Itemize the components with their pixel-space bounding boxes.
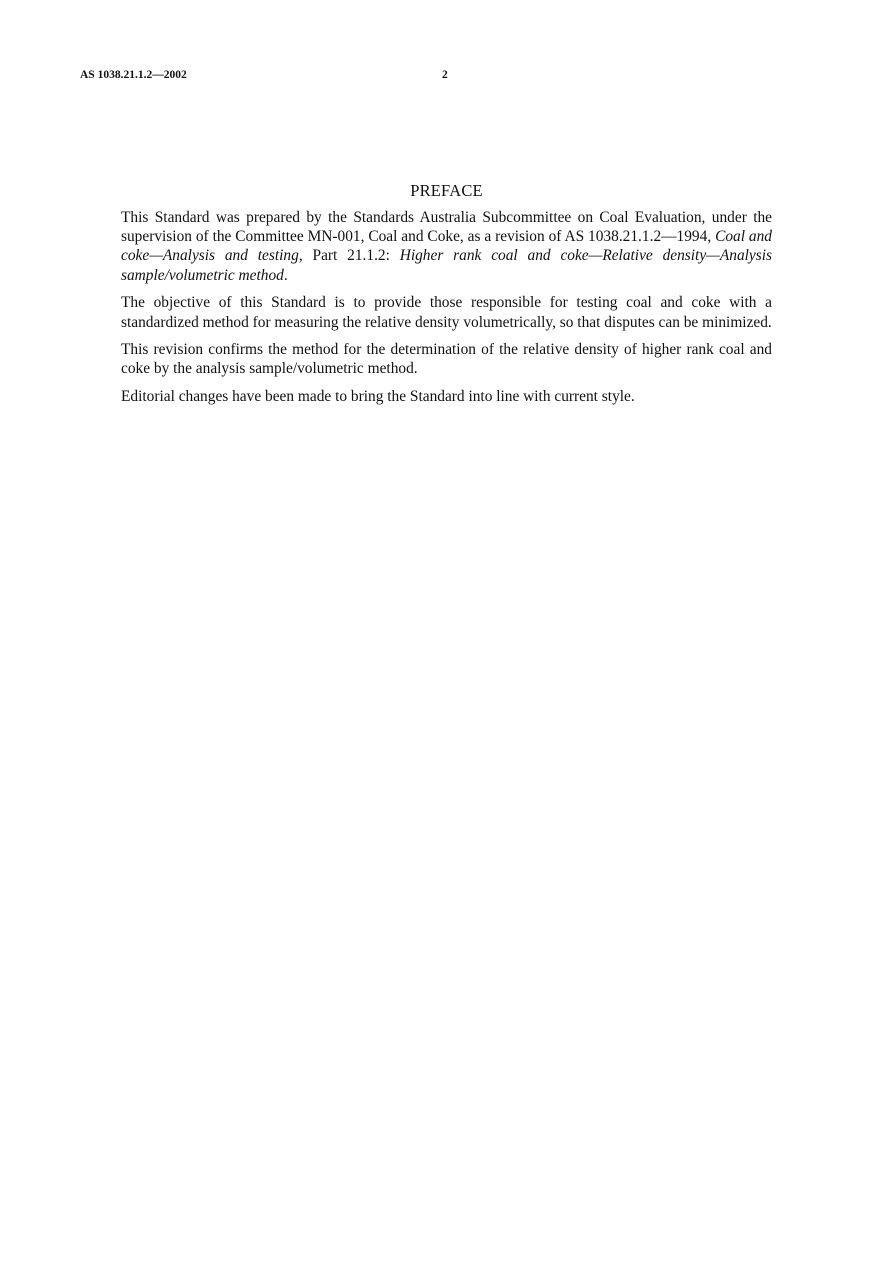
preface-title: PREFACE [410, 181, 483, 200]
p1-italic-title-1: Coal and coke—Analysis and testing [121, 228, 772, 265]
p1-text-2: , Part 21.1.2: [298, 247, 400, 265]
p1-text-1: This Standard was prepared by the Standards Australia Subcommittee on Coal Evaluation, under the supervision of the Committee MN-001, Coal and Coke, as a revision of AS 1038.21.1.2—1994, [121, 209, 772, 246]
p1-italic-title-2: Higher rank coal and coke—Relative density—Analysis sample/volumetric method [121, 247, 772, 284]
page-number: 2 [442, 69, 448, 81]
preface-paragraph-1 [121, 208, 772, 285]
preface-paragraph-4: Editorial changes have been made to bring the Standard into line with current style. [121, 388, 635, 406]
p1-text-3: . [283, 266, 288, 284]
preface-paragraph-3: This revision confirms the method for the determination of the relative density of higher rank coal and coke by the analysis sample/volumetric method. [121, 341, 772, 378]
preface-paragraph-2: The objective of this Standard is to provide those responsible for testing coal and coke with a standardized method for measuring the relative density volumetrically, so that disputes can be minimized. [121, 294, 772, 331]
running-header [80, 67, 812, 83]
preface-section [121, 180, 772, 415]
document-id: AS 1038.21.1.2—2002 [80, 69, 187, 81]
